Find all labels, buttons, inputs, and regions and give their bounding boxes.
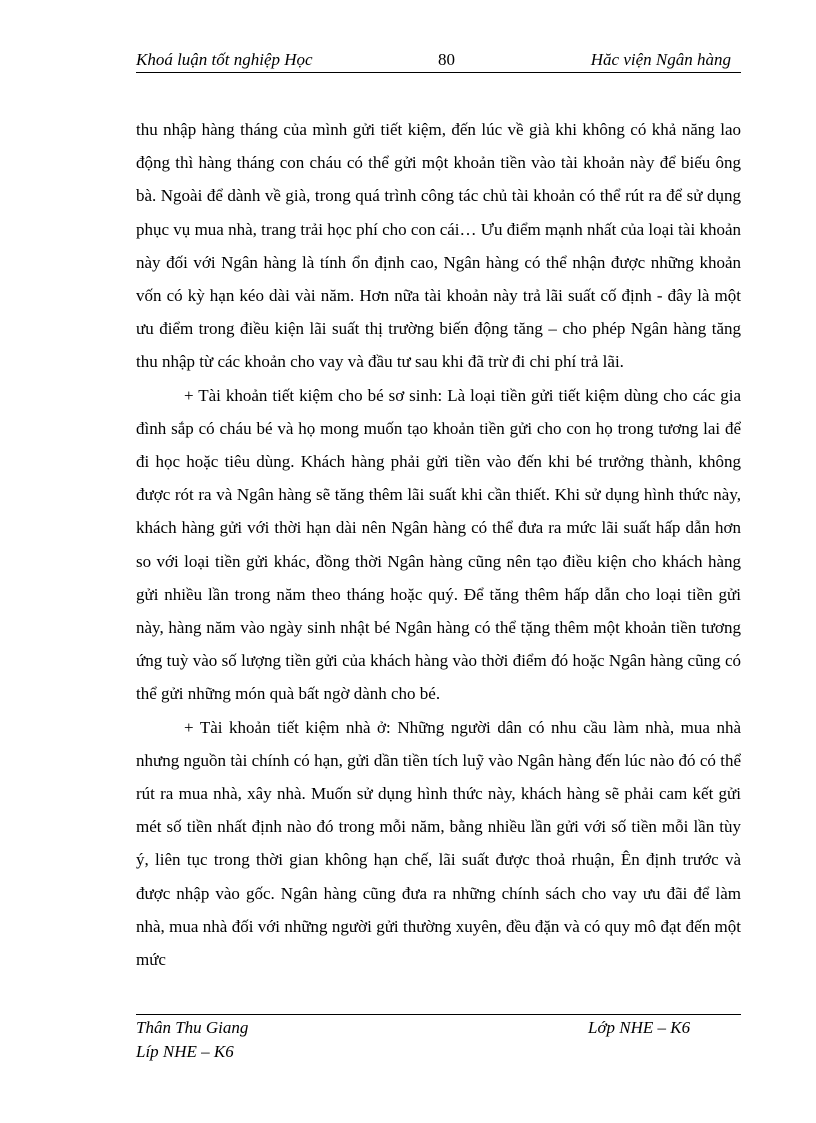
header-thesis-title: Khoá luận tốt nghiệp Học <box>136 50 313 69</box>
footer-divider <box>136 1014 741 1015</box>
paragraph-1: thu nhập hàng tháng của mình gửi tiết kiệm, đến lúc về già khi không có khả năng lao động thì hàng tháng con cháu có thể gửi một khoản tiền vào tài khoản này để biếu ông bà. Ngoài để dành về già, trong quá trình công tác chủ tài khoản có thể rút ra để sử dụng phục vụ mua nhà, trang trải học phí cho con cái… Ưu điểm mạnh nhất của loại tài khoản này đối với Ngân hàng là tính ổn định cao, Ngân hàng có thể nhận được những khoản vốn có kỳ hạn kéo dài vài năm. Hơn nữa tài khoản này trả lãi suất cố định - đây là một ưu điểm trong điều kiện lãi suất thị trường biến động tăng – cho phép Ngân hàng tăng thu nhập từ các khoản cho vay và đầu tư sau khi đã trừ đi chi phí trả lãi. <box>136 120 741 372</box>
paragraph-2: + Tài khoản tiết kiệm cho bé sơ sinh: Là loại tiền gửi tiết kiệm dùng cho các gia đình sắp có cháu bé và họ mong muốn tạo khoản tiền gửi cho con họ trong tương lai để đi học hoặc tiêu dùng. Khách hàng phải gửi tiền vào đến khi bé trưởng thành, không được rót ra và Ngân hàng sẽ tăng thêm lãi suất khi cần thiết. Khi sử dụng hình thức này, khách hàng gửi với thời hạn dài nên Ngân hàng có thể đưa ra mức lãi suất hấp dẫn hơn so với loại tiền gửi khác, đồng thời Ngân hàng cũng nên tạo điều kiện cho khách hàng gửi nhiều lần trong năm theo tháng hoặc quý. Để tăng thêm hấp dẫn cho loại tiền gửi này, hàng năm vào ngày sinh nhật bé Ngân hàng có thể tặng thêm một khoản tiền tương ứng tuỳ vào số lượng tiền gửi của khách hàng vào thời điểm đó hoặc Ngân hàng cũng có thể gửi những món quà bất ngờ dành cho bé. <box>136 385 741 704</box>
paragraph-3: + Tài khoản tiết kiệm nhà ở: Những người dân có nhu cầu làm nhà, mua nhà nhưng nguồn tài chính có hạn, gửi dần tiền tích luỹ vào Ngân hàng đến lúc nào đó có thể rút ra mua nhà, xây nhà. Muốn sử dụng hình thức này, khách hàng sẽ phải cam kết gửi mét số tiền nhất định nào đó trong mỗi năm, bằng nhiều lần gửi với số tiền mỗi lần tùy ý, liên tục trong thời gian không hạn chế, lãi suất được thoả rhuận, Ên định trước và được nhập vào gốc. Ngân hàng cũng đưa ra những chính sách cho vay ưu đãi để làm nhà, mua nhà đối với những người gửi thường xuyên, đều đặn và có quy mô đạt đến một mức <box>136 717 741 970</box>
footer-class-right: Lớp NHE – K6 <box>588 1018 691 1037</box>
body-text <box>136 113 741 976</box>
header-institution: Hăc viện Ngân hàng <box>590 50 731 69</box>
page-header <box>136 50 741 73</box>
page-number: 80 <box>438 50 455 69</box>
footer-author: Thân Thu Giang <box>136 1018 249 1037</box>
footer-class-left: Líp NHE – K6 <box>136 1042 234 1061</box>
